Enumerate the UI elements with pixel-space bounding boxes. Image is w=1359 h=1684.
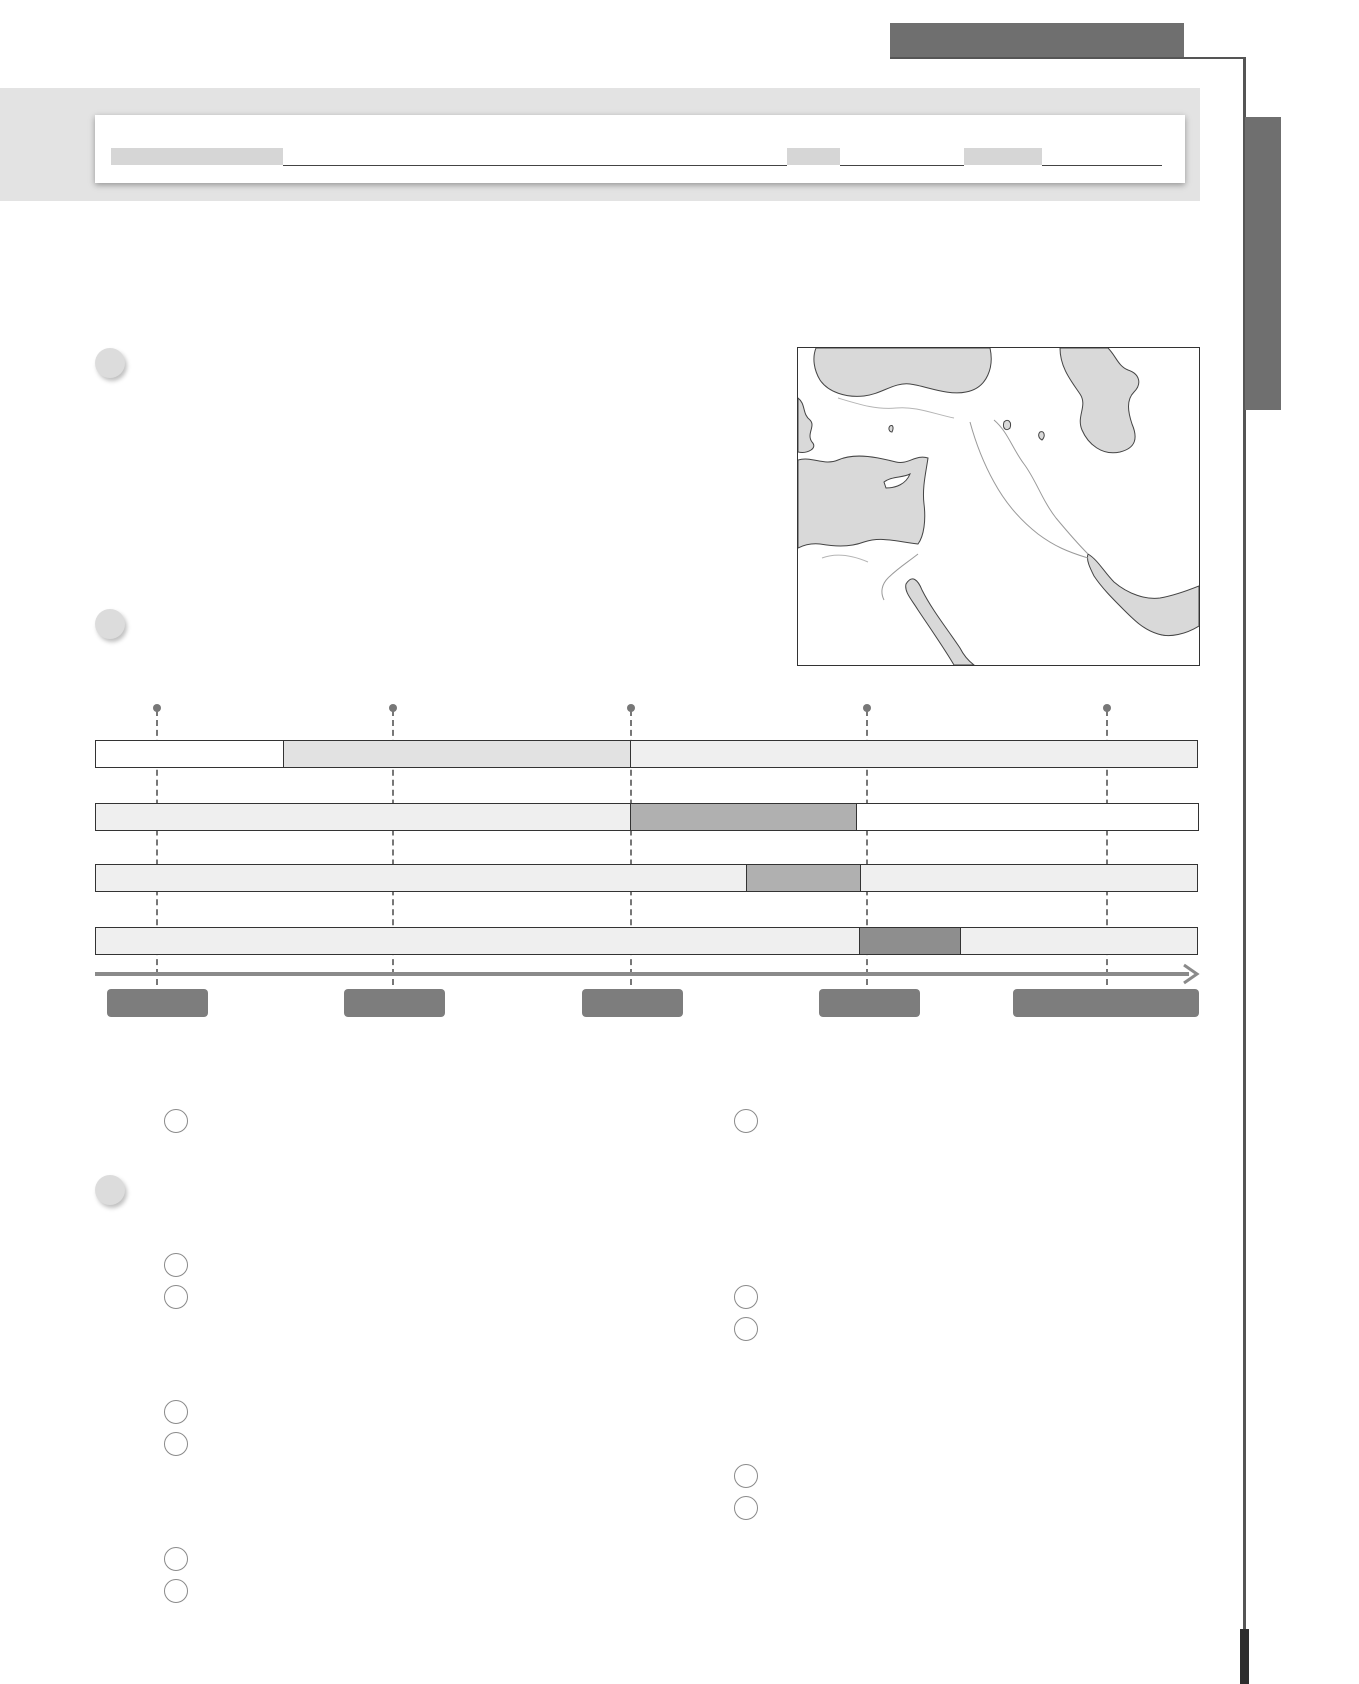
- option-circle[interactable]: [164, 1109, 188, 1133]
- option-circle[interactable]: [164, 1285, 188, 1309]
- timeline-marker-dot: [1103, 704, 1111, 712]
- timeline-tick-1: [107, 989, 208, 1017]
- option-circle[interactable]: [734, 1317, 758, 1341]
- timeline-track-2: [95, 803, 1198, 831]
- student-info-card: [95, 115, 1185, 183]
- timeline-marker-dot: [627, 704, 635, 712]
- option-circle[interactable]: [164, 1579, 188, 1603]
- timeline-track-3: [95, 864, 1198, 892]
- option-circle[interactable]: [164, 1547, 188, 1571]
- timeline-segment: [95, 740, 284, 768]
- near-east-map: [797, 347, 1200, 666]
- section-bullet-2: [95, 609, 125, 639]
- class-label: [787, 148, 840, 165]
- side-tab: [1245, 117, 1281, 410]
- timeline-segment: [746, 864, 861, 892]
- page-corner-mark: [1240, 1629, 1249, 1684]
- date-label: [964, 148, 1042, 165]
- timeline-track-4: [95, 927, 1198, 955]
- option-circle[interactable]: [164, 1253, 188, 1277]
- page-rule-top: [890, 57, 1246, 59]
- option-circle[interactable]: [734, 1496, 758, 1520]
- timeline-track-1: [95, 740, 1198, 768]
- timeline-tick-3: [582, 989, 683, 1017]
- chapter-tab: [890, 23, 1184, 58]
- option-circle[interactable]: [734, 1109, 758, 1133]
- timeline-segment: [859, 927, 961, 955]
- map-icon: [798, 348, 1199, 665]
- timeline-marker-dot: [153, 704, 161, 712]
- timeline-marker-dot: [863, 704, 871, 712]
- timeline-segment: [630, 803, 857, 831]
- name-label: [111, 148, 283, 165]
- timeline-axis: [95, 972, 1189, 976]
- section-bullet-1: [95, 348, 125, 378]
- date-field[interactable]: [1042, 165, 1162, 166]
- section-bullet-3: [95, 1175, 125, 1205]
- timeline-tick-2: [344, 989, 445, 1017]
- option-circle[interactable]: [164, 1432, 188, 1456]
- class-field[interactable]: [840, 165, 964, 166]
- timeline-tick-5: [1013, 989, 1199, 1017]
- timeline-segment: [856, 803, 1199, 831]
- timeline-marker-dot: [389, 704, 397, 712]
- option-circle[interactable]: [734, 1464, 758, 1488]
- timeline-segment: [283, 740, 631, 768]
- name-field[interactable]: [283, 165, 787, 166]
- option-circle[interactable]: [734, 1285, 758, 1309]
- timeline-tick-4: [819, 989, 920, 1017]
- arrow-right-icon: [1180, 962, 1202, 986]
- option-circle[interactable]: [164, 1400, 188, 1424]
